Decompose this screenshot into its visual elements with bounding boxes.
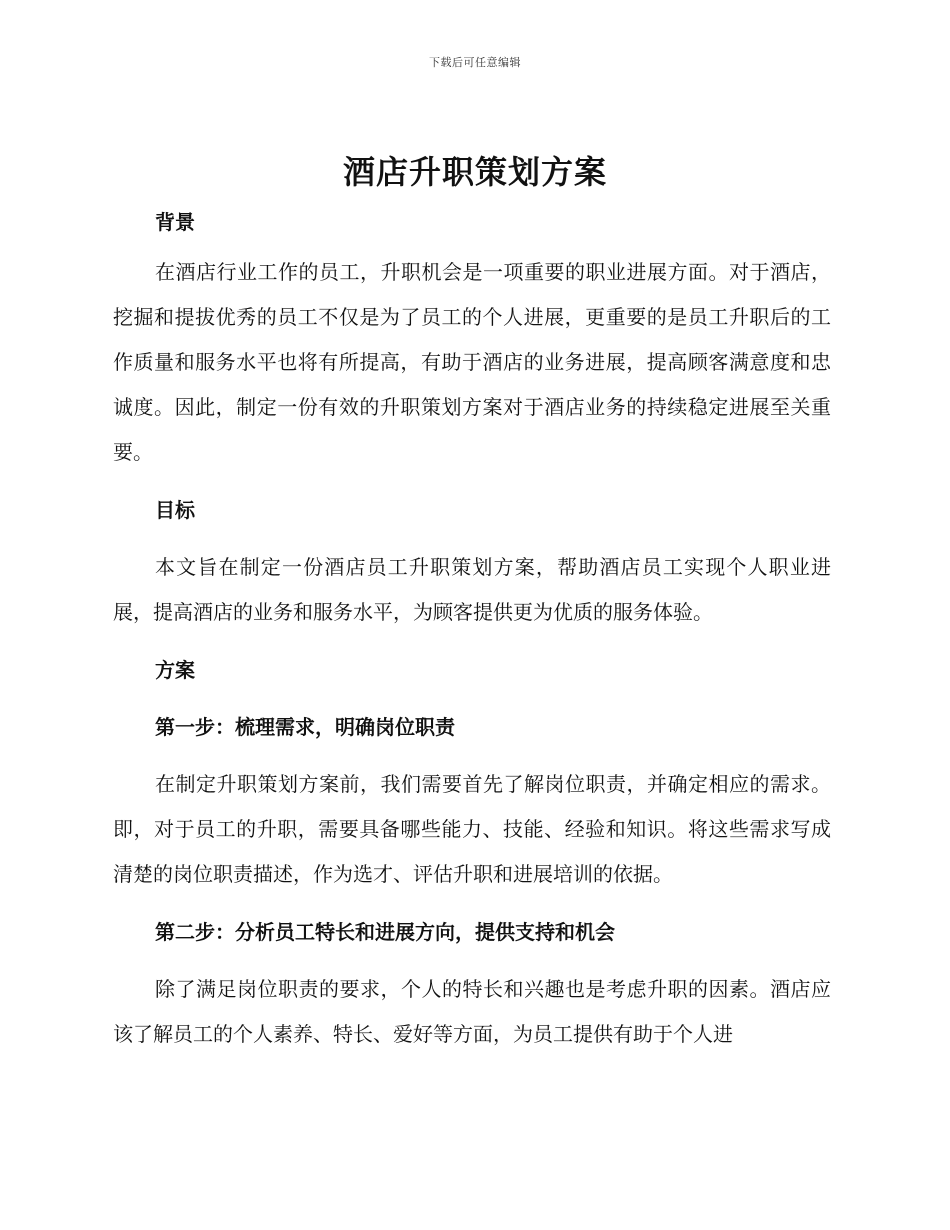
document-body [113, 200, 831, 1057]
page-header-note: 下载后可任意编辑 [429, 56, 521, 69]
section-heading-goal: 目标 [155, 498, 195, 522]
document-title: 酒店升职策划方案 [342, 153, 607, 191]
section-heading-background: 背景 [155, 210, 195, 234]
step2-heading: 第二步：分析员工特长和进展方向，提供支持和机会 [155, 920, 615, 944]
step1-heading: 第一步：梳理需求，明确岗位职责 [155, 715, 455, 739]
section-heading-plan: 方案 [155, 658, 195, 682]
paragraph-step1: 在制定升职策划方案前，我们需要首先了解岗位职责，并确定相应的需求。即，对于员工的升职，需要具备哪些能力、技能、经验和知识。将这些需求写成清楚的岗位职责描述，作为选才、评估升职和进展培训的依据。 [113, 772, 831, 886]
paragraph-step2: 除了满足岗位职责的要求，个人的特长和兴趣也是考虑升职的因素。酒店应该了解员工的个人素养、特长、爱好等方面，为员工提供有助于个人进 [113, 977, 831, 1046]
paragraph-goal: 本文旨在制定一份酒店员工升职策划方案，帮助酒店员工实现个人职业进展，提高酒店的业务和服务水平，为顾客提供更为优质的服务体验。 [113, 555, 831, 624]
paragraph-background: 在酒店行业工作的员工，升职机会是一项重要的职业进展方面。对于酒店，挖掘和提拔优秀的员工不仅是为了员工的个人进展，更重要的是员工升职后的工作质量和服务水平也将有所提高，有助于酒店的业务进展，提高顾客满意度和忠诚度。因此，制定一份有效的升职策划方案对于酒店业务的持续稳定进展至关重要。 [113, 260, 831, 464]
